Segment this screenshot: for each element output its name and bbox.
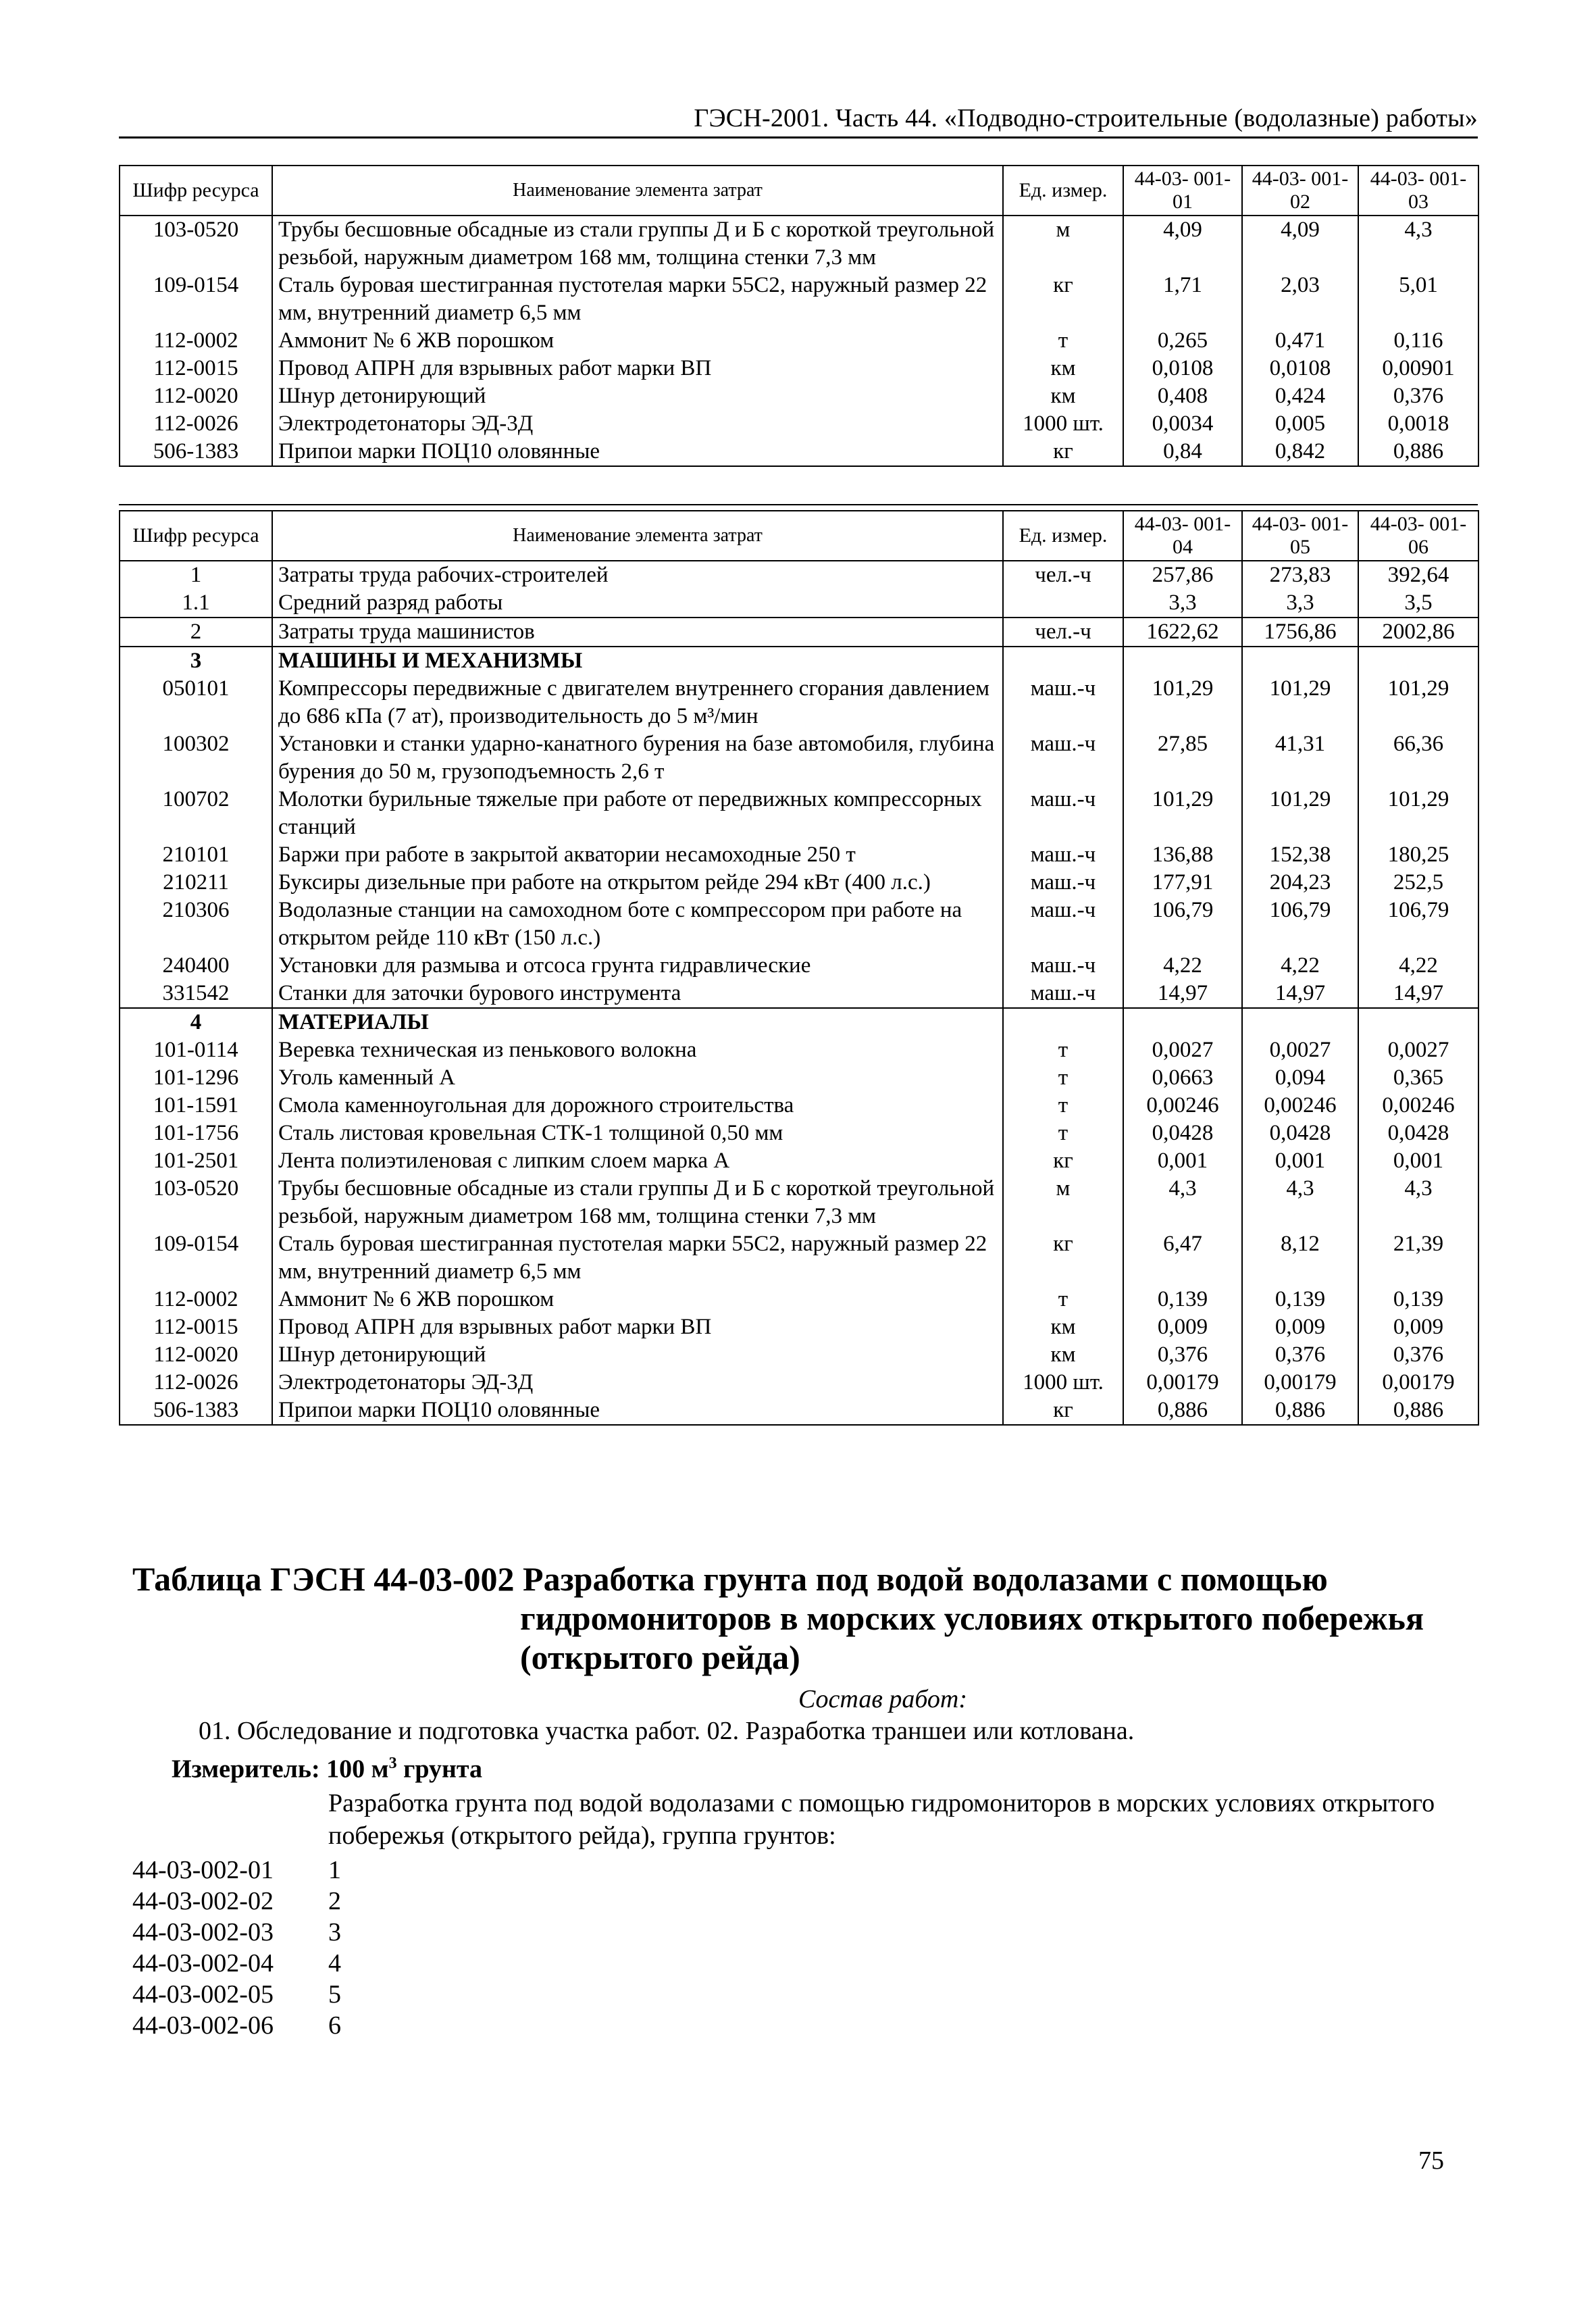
- table-title-line2: гидромониторов в морских условиях открытого побережья: [520, 1599, 1424, 1637]
- table-section-44-03-002: [132, 1559, 1478, 2041]
- resource-value: 0,00246: [1123, 1092, 1242, 1120]
- resource-table-2: [119, 510, 1479, 1426]
- code-list: [132, 1855, 1478, 2041]
- resource-unit: маш.-ч: [1003, 675, 1123, 730]
- table-row: [120, 869, 1478, 897]
- header-norm-code: 44-03- 001-04: [1123, 511, 1242, 561]
- soil-group: 1: [328, 1855, 341, 1884]
- resource-value: 0,84: [1123, 438, 1242, 466]
- resource-unit: чел.-ч: [1003, 561, 1123, 589]
- resource-value: 0,424: [1242, 382, 1358, 410]
- resource-value: 0,842: [1242, 438, 1358, 466]
- soil-group: 5: [328, 1980, 341, 2009]
- resource-value: 2002,86: [1358, 618, 1478, 647]
- resource-unit: 1000 шт.: [1003, 410, 1123, 438]
- norm-code: 44-03-002-03: [132, 1917, 274, 1946]
- resource-table-2-body: [120, 511, 1478, 1425]
- soil-group: 3: [328, 1917, 341, 1946]
- resource-value: 0,009: [1242, 1313, 1358, 1341]
- table-row: [120, 1064, 1478, 1092]
- resource-unit: [1003, 1008, 1123, 1036]
- resource-value: 0,0428: [1242, 1120, 1358, 1147]
- resource-name: Трубы бесшовные обсадные из стали группы Д и Б с короткой треугольной резьбой, наружным диаметром 168 мм, толщина стенки 7,3 мм: [272, 1175, 1003, 1230]
- resource-value: 4,09: [1242, 216, 1358, 272]
- resource-value: 0,886: [1358, 438, 1478, 466]
- resource-unit: т: [1003, 1036, 1123, 1064]
- table-header-row: [120, 511, 1478, 561]
- resource-code: 103-0520: [120, 1175, 272, 1230]
- resource-value: 0,365: [1358, 1064, 1478, 1092]
- resource-value: 0,0034: [1123, 410, 1242, 438]
- resource-code: 4: [120, 1008, 272, 1036]
- resource-value: [1358, 1008, 1478, 1036]
- resource-code: 101-1296: [120, 1064, 272, 1092]
- resource-value: 101,29: [1242, 786, 1358, 841]
- resource-value: 257,86: [1123, 561, 1242, 589]
- resource-unit: [1003, 589, 1123, 618]
- resource-unit: т: [1003, 1120, 1123, 1147]
- resource-name: Водолазные станции на самоходном боте с компрессором при работе на открытом рейде 110 кВт (150 л.с.): [272, 897, 1003, 952]
- header-unit: Ед. измер.: [1003, 166, 1123, 216]
- table-row: [120, 355, 1478, 382]
- resource-code: 101-1756: [120, 1120, 272, 1147]
- resource-value: 0,00179: [1242, 1369, 1358, 1397]
- resource-value: [1242, 647, 1358, 675]
- resource-code: 210306: [120, 897, 272, 952]
- resource-code: 100702: [120, 786, 272, 841]
- table-row: [120, 897, 1478, 952]
- resource-name: Аммонит № 6 ЖВ порошком: [272, 327, 1003, 355]
- resource-code: 3: [120, 647, 272, 675]
- resource-name: Баржи при работе в закрытой акватории несамоходные 250 т: [272, 841, 1003, 869]
- resource-value: 3,5: [1358, 589, 1478, 618]
- table-row: [120, 1369, 1478, 1397]
- resource-value: 273,83: [1242, 561, 1358, 589]
- resource-value: 136,88: [1123, 841, 1242, 869]
- resource-unit: км: [1003, 1313, 1123, 1341]
- resource-unit: кг: [1003, 438, 1123, 466]
- table-row: [120, 1397, 1478, 1425]
- table-row: [120, 618, 1478, 647]
- resource-name: Установки для размыва и отсоса грунта гидравлические: [272, 952, 1003, 980]
- resource-value: 0,0428: [1358, 1120, 1478, 1147]
- resource-value: 14,97: [1358, 980, 1478, 1008]
- resource-code: 101-2501: [120, 1147, 272, 1175]
- norm-code: 44-03-002-06: [132, 2011, 274, 2040]
- resource-unit: км: [1003, 382, 1123, 410]
- resource-code: 100302: [120, 730, 272, 786]
- resource-unit: маш.-ч: [1003, 980, 1123, 1008]
- norm-code: 44-03-002-04: [132, 1948, 274, 1978]
- running-header: [119, 101, 1478, 139]
- resource-table-1: [119, 165, 1479, 467]
- resource-unit: маш.-ч: [1003, 730, 1123, 786]
- resource-value: 106,79: [1358, 897, 1478, 952]
- resource-unit: маш.-ч: [1003, 869, 1123, 897]
- resource-value: 21,39: [1358, 1230, 1478, 1286]
- resource-value: 0,0108: [1242, 355, 1358, 382]
- resource-unit: чел.-ч: [1003, 618, 1123, 647]
- meter-suffix: грунта: [396, 1755, 482, 1784]
- resource-name: Средний разряд работы: [272, 589, 1003, 618]
- resource-value: 0,001: [1358, 1147, 1478, 1175]
- resource-unit: т: [1003, 327, 1123, 355]
- resource-value: 3,3: [1242, 589, 1358, 618]
- header-unit: Ед. измер.: [1003, 511, 1123, 561]
- resource-unit: маш.-ч: [1003, 841, 1123, 869]
- resource-name: Шнур детонирующий: [272, 1341, 1003, 1369]
- code-list-item: [132, 1886, 1478, 1917]
- resource-value: 0,001: [1123, 1147, 1242, 1175]
- resource-code: 506-1383: [120, 1397, 272, 1425]
- resource-unit: [1003, 647, 1123, 675]
- resource-value: 0,886: [1358, 1397, 1478, 1425]
- resource-value: 14,97: [1123, 980, 1242, 1008]
- resource-name: МАТЕРИАЛЫ: [272, 1008, 1003, 1036]
- resource-code: 506-1383: [120, 438, 272, 466]
- resource-value: 0,00246: [1358, 1092, 1478, 1120]
- resource-value: 101,29: [1358, 786, 1478, 841]
- table-row: [120, 1008, 1478, 1036]
- resource-value: 66,36: [1358, 730, 1478, 786]
- table-row: [120, 1286, 1478, 1313]
- resource-name: Станки для заточки бурового инструмента: [272, 980, 1003, 1008]
- resource-name: Сталь буровая шестигранная пустотелая марки 55С2, наружный размер 22 мм, внутренний диаметр 6,5 мм: [272, 1230, 1003, 1286]
- resource-value: 41,31: [1242, 730, 1358, 786]
- resource-name: МАШИНЫ И МЕХАНИЗМЫ: [272, 647, 1003, 675]
- resource-value: 106,79: [1123, 897, 1242, 952]
- resource-code: 210211: [120, 869, 272, 897]
- measurement-unit: [132, 1747, 1478, 1786]
- composition-label: Состав работ:: [798, 1685, 968, 1713]
- header-norm-code: 44-03- 001-02: [1242, 166, 1358, 216]
- resource-value: 0,009: [1358, 1313, 1478, 1341]
- resource-value: 4,3: [1242, 1175, 1358, 1230]
- resource-code: 112-0015: [120, 355, 272, 382]
- resource-name: Электродетонаторы ЭД-3Д: [272, 1369, 1003, 1397]
- resource-name: Электродетонаторы ЭД-3Д: [272, 410, 1003, 438]
- resource-value: 392,64: [1358, 561, 1478, 589]
- header-norm-code: 44-03- 001-01: [1123, 166, 1242, 216]
- resource-value: 0,886: [1242, 1397, 1358, 1425]
- resource-code: 112-0026: [120, 1369, 272, 1397]
- table-row: [120, 1313, 1478, 1341]
- resource-name: Лента полиэтиленовая с липким слоем марка А: [272, 1147, 1003, 1175]
- resource-value: 0,376: [1242, 1341, 1358, 1369]
- resource-value: 1,71: [1123, 272, 1242, 327]
- resource-value: 0,139: [1242, 1286, 1358, 1313]
- table-row: [120, 1120, 1478, 1147]
- resource-name: Провод АПРН для взрывных работ марки ВП: [272, 355, 1003, 382]
- resource-value: 4,22: [1123, 952, 1242, 980]
- resource-value: 2,03: [1242, 272, 1358, 327]
- resource-value: 14,97: [1242, 980, 1358, 1008]
- header-norm-code: 44-03- 001-05: [1242, 511, 1358, 561]
- resource-name: Смола каменноугольная для дорожного строительства: [272, 1092, 1003, 1120]
- resource-code: 112-0026: [120, 410, 272, 438]
- table-row: [120, 675, 1478, 730]
- resource-value: 5,01: [1358, 272, 1478, 327]
- resource-unit: кг: [1003, 1147, 1123, 1175]
- table-title-line3: (открытого рейда): [520, 1638, 800, 1676]
- resource-name: Припои марки ПОЦ10 оловянные: [272, 438, 1003, 466]
- resource-unit: т: [1003, 1064, 1123, 1092]
- resource-code: 101-1591: [120, 1092, 272, 1120]
- resource-value: 8,12: [1242, 1230, 1358, 1286]
- resource-code: 103-0520: [120, 216, 272, 272]
- norm-code: 44-03-002-05: [132, 1980, 274, 2009]
- table-row: [120, 410, 1478, 438]
- resource-value: 4,3: [1358, 216, 1478, 272]
- resource-code: 210101: [120, 841, 272, 869]
- resource-value: 0,886: [1123, 1397, 1242, 1425]
- table-row: [120, 647, 1478, 675]
- resource-value: 0,0027: [1358, 1036, 1478, 1064]
- norm-code: 44-03-002-01: [132, 1855, 274, 1884]
- resource-code: 112-0002: [120, 327, 272, 355]
- resource-value: 0,00246: [1242, 1092, 1358, 1120]
- header-title: ГЭСН-2001. Часть 44. «Подводно-строительные (водолазные) работы»: [694, 104, 1478, 132]
- resource-value: 0,001: [1242, 1147, 1358, 1175]
- code-list-item: [132, 1917, 1478, 1948]
- header-name: Наименование элемента затрат: [272, 166, 1003, 216]
- resource-unit: маш.-ч: [1003, 952, 1123, 980]
- resource-value: 0,139: [1358, 1286, 1478, 1313]
- resource-code: 112-0020: [120, 382, 272, 410]
- table-row: [120, 438, 1478, 466]
- resource-value: 252,5: [1358, 869, 1478, 897]
- table-row: [120, 272, 1478, 327]
- resource-code: 101-0114: [120, 1036, 272, 1064]
- composition-text: 01. Обследование и подготовка участка работ. 02. Разработка траншеи или котлована.: [199, 1717, 1135, 1745]
- resource-value: 0,0428: [1123, 1120, 1242, 1147]
- resource-value: 1756,86: [1242, 618, 1358, 647]
- table-row: [120, 730, 1478, 786]
- resource-value: 101,29: [1242, 675, 1358, 730]
- resource-value: [1123, 1008, 1242, 1036]
- resource-unit: кг: [1003, 272, 1123, 327]
- resource-value: 0,265: [1123, 327, 1242, 355]
- table-row: [120, 841, 1478, 869]
- resource-unit: м: [1003, 216, 1123, 272]
- resource-table-1-body: [120, 166, 1478, 466]
- resource-name: Провод АПРН для взрывных работ марки ВП: [272, 1313, 1003, 1341]
- resource-name: Шнур детонирующий: [272, 382, 1003, 410]
- resource-code: 109-0154: [120, 272, 272, 327]
- resource-code: 112-0002: [120, 1286, 272, 1313]
- resource-value: 4,09: [1123, 216, 1242, 272]
- resource-value: 180,25: [1358, 841, 1478, 869]
- resource-unit: 1000 шт.: [1003, 1369, 1123, 1397]
- code-list-item: [132, 2010, 1478, 2041]
- resource-name: Трубы бесшовные обсадные из стали группы Д и Б с короткой треугольной резьбой, наружным диаметром 168 мм, толщина стенки 7,3 мм: [272, 216, 1003, 272]
- soil-group: 4: [328, 1948, 341, 1978]
- code-list-item: [132, 1855, 1478, 1886]
- resource-code: 2: [120, 618, 272, 647]
- resource-code: 331542: [120, 980, 272, 1008]
- resource-unit: кг: [1003, 1397, 1123, 1425]
- resource-value: 1622,62: [1123, 618, 1242, 647]
- resource-name: Уголь каменный А: [272, 1064, 1003, 1092]
- header-code: Шифр ресурса: [120, 511, 272, 561]
- page-number: 75: [1418, 2146, 1444, 2175]
- resource-value: 0,0018: [1358, 410, 1478, 438]
- resource-value: 101,29: [1123, 786, 1242, 841]
- resource-name: Установки и станки ударно-канатного бурения на базе автомобиля, глубина бурения до 50 м, грузоподъемность 2,6 т: [272, 730, 1003, 786]
- resource-unit: маш.-ч: [1003, 897, 1123, 952]
- soil-group: 2: [328, 1886, 341, 1915]
- table-row: [120, 952, 1478, 980]
- resource-value: 4,3: [1358, 1175, 1478, 1230]
- resource-unit: км: [1003, 355, 1123, 382]
- resource-name: Веревка техническая из пенькового волокна: [272, 1036, 1003, 1064]
- resource-value: 0,00179: [1358, 1369, 1478, 1397]
- resource-unit: м: [1003, 1175, 1123, 1230]
- resource-name: Молотки бурильные тяжелые при работе от передвижных компрессорных станций: [272, 786, 1003, 841]
- resource-value: 0,00901: [1358, 355, 1478, 382]
- resource-value: 101,29: [1123, 675, 1242, 730]
- table-row: [120, 327, 1478, 355]
- table-row: [120, 561, 1478, 589]
- table-row: [120, 1341, 1478, 1369]
- resource-value: 4,3: [1123, 1175, 1242, 1230]
- meter-label: Измеритель: 100 м: [172, 1755, 389, 1784]
- resource-value: 0,376: [1358, 382, 1478, 410]
- resource-value: 177,91: [1123, 869, 1242, 897]
- resource-name: Затраты труда рабочих-строителей: [272, 561, 1003, 589]
- norm-code: 44-03-002-02: [132, 1886, 274, 1915]
- meter-superscript: 3: [388, 1755, 397, 1772]
- table-row: [120, 1092, 1478, 1120]
- resource-value: 6,47: [1123, 1230, 1242, 1286]
- table-title: [132, 1559, 1478, 1677]
- code-list-item: [132, 1948, 1478, 1979]
- resource-name: Компрессоры передвижные с двигателем внутреннего сгорания давлением до 686 кПа (7 ат), производительность до 5 м³/мин: [272, 675, 1003, 730]
- resource-value: [1242, 1008, 1358, 1036]
- table-row: [120, 1036, 1478, 1064]
- resource-value: 152,38: [1242, 841, 1358, 869]
- resource-value: 4,22: [1358, 952, 1478, 980]
- table-row: [120, 980, 1478, 1008]
- resource-value: 0,0027: [1242, 1036, 1358, 1064]
- resource-name: Затраты труда машинистов: [272, 618, 1003, 647]
- work-description: Разработка грунта под водой водолазами с помощью гидромониторов в морских условиях открытого побережья (открытого рейда), группа грунтов:: [328, 1788, 1435, 1850]
- resource-name: Припои марки ПОЦ10 оловянные: [272, 1397, 1003, 1425]
- resource-value: [1358, 647, 1478, 675]
- resource-value: 0,009: [1123, 1313, 1242, 1341]
- resource-unit: т: [1003, 1286, 1123, 1313]
- header-name: Наименование элемента затрат: [272, 511, 1003, 561]
- resource-value: 0,376: [1123, 1341, 1242, 1369]
- code-list-item: [132, 1979, 1478, 2010]
- resource-value: 0,094: [1242, 1064, 1358, 1092]
- table-divider: [119, 504, 1478, 505]
- resource-value: 0,139: [1123, 1286, 1242, 1313]
- table-row: [120, 786, 1478, 841]
- table-row: [120, 216, 1478, 272]
- resource-value: 204,23: [1242, 869, 1358, 897]
- table-title-line1: Таблица ГЭСН 44-03-002 Разработка грунта под водой водолазами с помощью: [132, 1560, 1328, 1598]
- resource-name: Буксиры дизельные при работе на открытом рейде 294 кВт (400 л.с.): [272, 869, 1003, 897]
- resource-name: Сталь листовая кровельная СТК-1 толщиной 0,50 мм: [272, 1120, 1003, 1147]
- header-norm-code: 44-03- 001-06: [1358, 511, 1478, 561]
- resource-code: 240400: [120, 952, 272, 980]
- table-row: [120, 382, 1478, 410]
- table-row: [120, 1230, 1478, 1286]
- resource-unit: т: [1003, 1092, 1123, 1120]
- resource-value: [1123, 647, 1242, 675]
- resource-code: 1: [120, 561, 272, 589]
- resource-value: 0,00179: [1123, 1369, 1242, 1397]
- resource-value: 3,3: [1123, 589, 1242, 618]
- resource-value: 0,116: [1358, 327, 1478, 355]
- table-row: [120, 1147, 1478, 1175]
- resource-value: 4,22: [1242, 952, 1358, 980]
- table-row: [120, 1175, 1478, 1230]
- resource-value: 27,85: [1123, 730, 1242, 786]
- resource-unit: кг: [1003, 1230, 1123, 1286]
- resource-code: 112-0020: [120, 1341, 272, 1369]
- resource-code: 112-0015: [120, 1313, 272, 1341]
- resource-code: 1.1: [120, 589, 272, 618]
- resource-value: 0,0663: [1123, 1064, 1242, 1092]
- table-header-row: [120, 166, 1478, 216]
- table-row: [120, 589, 1478, 618]
- soil-group: 6: [328, 2011, 341, 2040]
- resource-value: 0,0027: [1123, 1036, 1242, 1064]
- resource-name: Сталь буровая шестигранная пустотелая марки 55С2, наружный размер 22 мм, внутренний диаметр 6,5 мм: [272, 272, 1003, 327]
- resource-unit: км: [1003, 1341, 1123, 1369]
- header-norm-code: 44-03- 001-03: [1358, 166, 1478, 216]
- resource-value: 0,005: [1242, 410, 1358, 438]
- resource-code: 109-0154: [120, 1230, 272, 1286]
- header-code: Шифр ресурса: [120, 166, 272, 216]
- resource-value: 101,29: [1358, 675, 1478, 730]
- resource-value: 0,0108: [1123, 355, 1242, 382]
- resource-code: 050101: [120, 675, 272, 730]
- resource-name: Аммонит № 6 ЖВ порошком: [272, 1286, 1003, 1313]
- resource-value: 0,471: [1242, 327, 1358, 355]
- resource-value: 106,79: [1242, 897, 1358, 952]
- resource-value: 0,408: [1123, 382, 1242, 410]
- resource-value: 0,376: [1358, 1341, 1478, 1369]
- resource-unit: маш.-ч: [1003, 786, 1123, 841]
